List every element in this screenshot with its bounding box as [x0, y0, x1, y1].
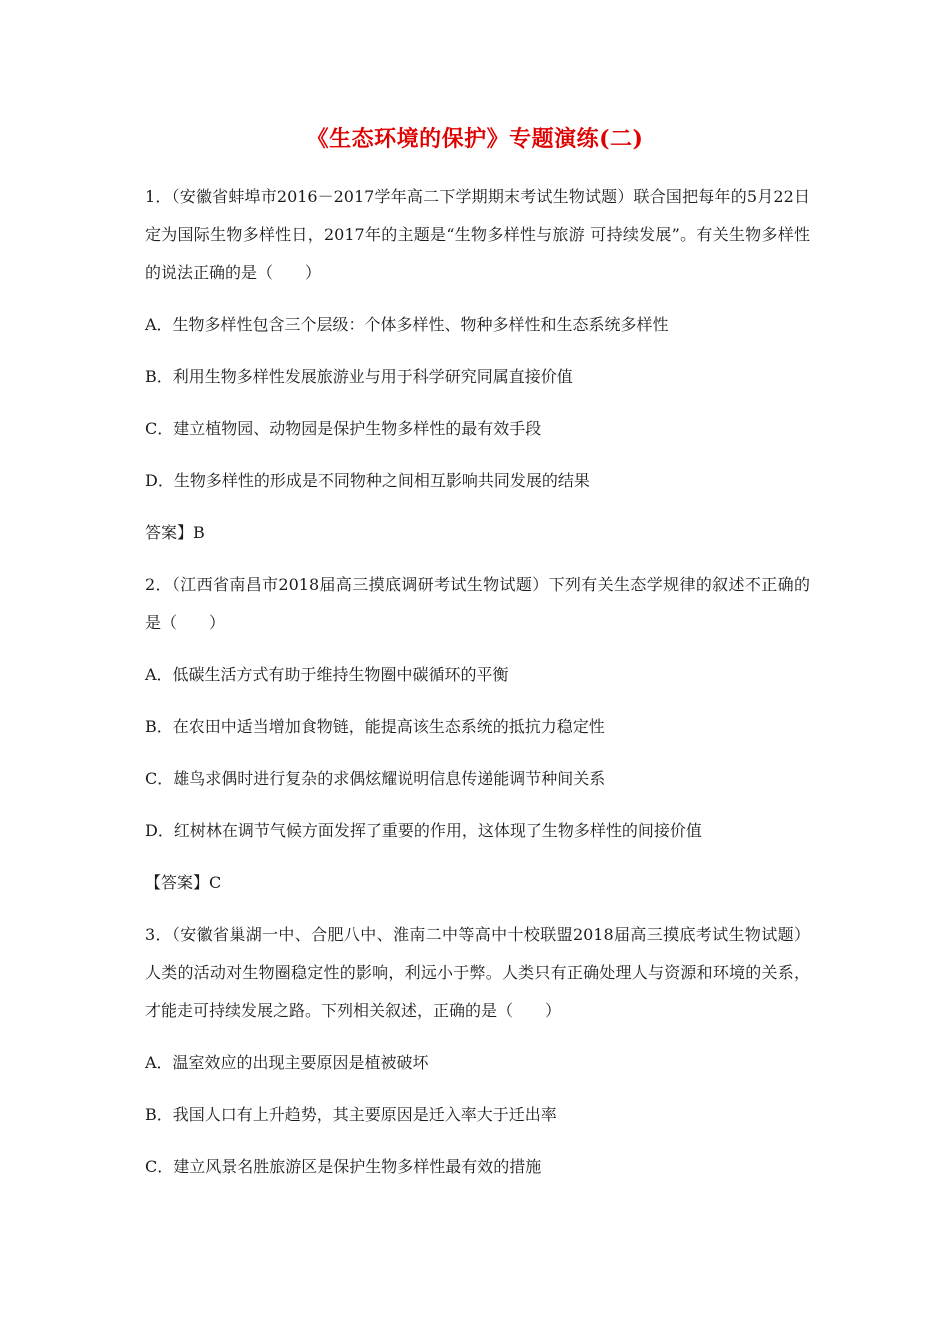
answer-line: 【答案】C — [145, 873, 222, 892]
option-b: B．我国人口有上升趋势，其主要原因是迁入率大于迁出率 — [145, 1105, 557, 1124]
question-stem: 3．（安徽省巢湖一中、合肥八中、淮南二中等高中十校联盟2018届高三摸底考试生物试题）人类的活动对生物圈稳定性的影响，利远小于弊。人类只有正确处理人与资源和环境的关系，才能走可持续发展之路。下列相关叙述，正确的是（ ） — [145, 925, 810, 1020]
answer-line: 答案】B — [145, 523, 205, 542]
option-d: D．生物多样性的形成是不同物种之间相互影响共同发展的结果 — [145, 471, 590, 490]
option-a: A．低碳生活方式有助于维持生物圈中碳循环的平衡 — [145, 665, 509, 684]
question-stem: 2．（江西省南昌市2018届高三摸底调研考试生物试题）下列有关生态学规律的叙述不正确的是（ ） — [145, 575, 810, 632]
question-stem: 1．（安徽省蚌埠市2016－2017学年高二下学期期末考试生物试题）联合国把每年的5月22日定为国际生物多样性日，2017年的主题是“生物多样性与旅游 可持续发展”。有关生物多样性的说法正确的是（ ） — [145, 187, 810, 282]
option-a: A．生物多样性包含三个层级：个体多样性、物种多样性和生态系统多样性 — [145, 315, 669, 334]
option-b: B．利用生物多样性发展旅游业与用于科学研究同属直接价值 — [145, 367, 573, 386]
option-d: D．红树林在调节气候方面发挥了重要的作用，这体现了生物多样性的间接价值 — [145, 821, 702, 840]
document-title: 《生态环境的保护》专题演练(二) — [306, 126, 644, 152]
option-c: C．雄鸟求偶时进行复杂的求偶炫耀说明信息传递能调节种间关系 — [145, 769, 606, 788]
question-1 — [145, 178, 810, 552]
document-body — [145, 178, 810, 1200]
question-3 — [145, 916, 810, 1186]
option-a: A．温室效应的出现主要原因是植被破坏 — [145, 1053, 429, 1072]
option-c: C．建立植物园、动物园是保护生物多样性的最有效手段 — [145, 419, 542, 438]
question-2 — [145, 566, 810, 902]
option-c: C．建立风景名胜旅游区是保护生物多样性最有效的措施 — [145, 1157, 542, 1176]
option-b: B．在农田中适当增加食物链，能提高该生态系统的抵抗力稳定性 — [145, 717, 605, 736]
